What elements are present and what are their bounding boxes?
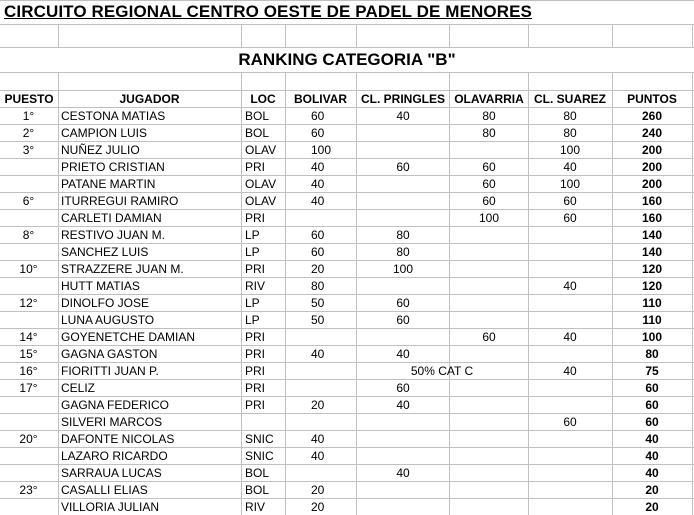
cell-loc[interactable]: PRI xyxy=(245,398,266,412)
cell-jugador[interactable]: CELIZ xyxy=(61,381,96,395)
cell-puesto[interactable]: 10° xyxy=(19,262,38,276)
cell-olavarria[interactable] xyxy=(449,448,529,464)
cell-suarez[interactable]: 80 xyxy=(563,109,577,123)
cell-puntos[interactable]: 240 xyxy=(641,126,663,140)
header-bolivar[interactable]: BOLIVAR xyxy=(293,92,348,106)
cell-suarez[interactable] xyxy=(528,465,612,481)
cell-puesto[interactable]: 6° xyxy=(22,194,35,208)
header-puesto[interactable]: PUESTO xyxy=(4,92,54,106)
cell-olavarria[interactable] xyxy=(449,414,529,430)
grid-col-line xyxy=(241,24,242,47)
cell-pringles[interactable]: 60 xyxy=(396,160,410,174)
cell-pringles[interactable]: 40 xyxy=(396,398,410,412)
watermark xyxy=(146,128,162,328)
cell-suarez[interactable] xyxy=(528,482,612,498)
grid-col-line xyxy=(692,72,693,515)
cell-loc[interactable]: OLAV xyxy=(245,177,277,191)
cell-puesto[interactable]: 14° xyxy=(19,330,38,344)
grid-row-line xyxy=(0,72,694,73)
cell-jugador[interactable]: CESTONA MATIAS xyxy=(61,109,166,123)
cell-bolivar[interactable] xyxy=(311,380,353,396)
cell-bolivar[interactable] xyxy=(311,414,353,430)
cell-olavarria[interactable] xyxy=(449,499,529,515)
cell-olavarria[interactable] xyxy=(449,431,529,447)
cell-pringles[interactable] xyxy=(356,448,450,464)
cell-loc[interactable]: PRI xyxy=(245,211,266,225)
cell-puesto[interactable] xyxy=(0,312,57,328)
cell-olavarria[interactable] xyxy=(449,227,529,243)
cell-puesto[interactable]: 16° xyxy=(19,364,38,378)
cell-jugador[interactable]: NUÑEZ JULIO xyxy=(61,143,140,157)
cell-puntos[interactable]: 260 xyxy=(641,109,663,123)
cell-suarez[interactable]: 40 xyxy=(563,160,577,174)
cell-bolivar[interactable]: 40 xyxy=(311,177,325,191)
cell-bolivar[interactable]: 60 xyxy=(311,228,325,242)
cell-loc[interactable]: PRI xyxy=(245,381,266,395)
cell-pringles[interactable]: 100 xyxy=(392,262,414,276)
cell-loc[interactable] xyxy=(245,414,285,430)
cell-puntos[interactable]: 75 xyxy=(645,364,659,378)
grid-col-line xyxy=(612,24,613,47)
cell-olavarria[interactable] xyxy=(449,244,529,260)
cell-bolivar[interactable]: 60 xyxy=(311,245,325,259)
cell-jugador[interactable]: FIORITTI JUAN P. xyxy=(61,364,159,378)
cell-olavarria[interactable] xyxy=(449,261,529,277)
cell-suarez[interactable] xyxy=(528,244,612,260)
cell-loc[interactable]: OLAV xyxy=(245,194,277,208)
cell-loc[interactable]: BOL xyxy=(245,466,270,480)
cell-puesto[interactable]: 1° xyxy=(22,109,35,123)
cell-suarez[interactable] xyxy=(528,448,612,464)
grid-row-line xyxy=(0,0,694,1)
cell-suarez[interactable] xyxy=(528,499,612,515)
cell-jugador[interactable]: SARRAUA LUCAS xyxy=(61,466,162,480)
cell-puntos[interactable]: 20 xyxy=(645,483,659,497)
cell-puntos[interactable]: 40 xyxy=(645,466,659,480)
cell-pringles[interactable] xyxy=(356,193,450,209)
cell-loc[interactable]: LP xyxy=(245,313,260,327)
cell-suarez[interactable] xyxy=(528,431,612,447)
cell-puesto[interactable]: 8° xyxy=(22,228,35,242)
cell-pringles[interactable]: 80 xyxy=(396,245,410,259)
cell-bolivar[interactable]: 50 xyxy=(311,313,325,327)
cell-jugador[interactable]: ITURREGUI RAMIRO xyxy=(61,194,179,208)
cell-jugador[interactable]: HUTT MATIAS xyxy=(61,279,140,293)
cell-bolivar[interactable]: 20 xyxy=(311,398,325,412)
cell-olavarria[interactable] xyxy=(449,346,529,362)
cell-puntos[interactable]: 80 xyxy=(645,347,659,361)
cell-pringles[interactable]: 80 xyxy=(396,228,410,242)
cell-jugador[interactable]: GOYENETCHE DAMIAN xyxy=(61,330,196,344)
cell-jugador[interactable]: GAGNA GASTON xyxy=(61,347,158,361)
cell-pringles[interactable] xyxy=(356,176,450,192)
cell-pringles[interactable]: 60 xyxy=(396,381,410,395)
cell-loc[interactable]: LP xyxy=(245,296,260,310)
grid-col-line xyxy=(528,24,529,47)
cell-puntos[interactable]: 60 xyxy=(645,381,659,395)
cell-pringles[interactable]: 60 xyxy=(396,313,410,327)
cell-puntos[interactable]: 20 xyxy=(645,500,659,514)
cell-suarez[interactable] xyxy=(528,380,612,396)
cell-loc[interactable]: SNIC xyxy=(245,449,274,463)
cell-loc[interactable]: SNIC xyxy=(245,432,274,446)
grid-col-line xyxy=(285,72,286,515)
cell-suarez[interactable]: 60 xyxy=(563,194,577,208)
cell-loc[interactable]: PRI xyxy=(245,160,266,174)
cell-suarez[interactable]: 100 xyxy=(559,143,581,157)
cell-suarez[interactable]: 80 xyxy=(563,126,577,140)
cell-loc[interactable]: BOL xyxy=(245,483,270,497)
cell-puesto[interactable] xyxy=(0,278,57,294)
cell-suarez[interactable] xyxy=(528,261,612,277)
cell-loc[interactable]: BOL xyxy=(245,126,270,140)
cell-olavarria[interactable] xyxy=(449,482,529,498)
cell-pringles[interactable]: 40 xyxy=(396,347,410,361)
cell-olavarria[interactable]: 80 xyxy=(482,126,496,140)
cell-loc[interactable]: PRI xyxy=(245,330,266,344)
cell-puesto[interactable]: 20° xyxy=(19,432,38,446)
cell-loc[interactable]: PRI xyxy=(245,347,266,361)
cell-puesto[interactable] xyxy=(0,448,57,464)
cell-loc[interactable]: PRI xyxy=(245,364,266,378)
cell-puesto[interactable] xyxy=(0,465,57,481)
cell-suarez[interactable]: 60 xyxy=(563,211,577,225)
cell-bolivar[interactable] xyxy=(311,465,353,481)
cell-puesto[interactable]: 23° xyxy=(19,483,38,497)
cell-puntos[interactable]: 40 xyxy=(645,432,659,446)
cell-puesto[interactable] xyxy=(0,397,57,413)
grid-col-line xyxy=(449,24,450,47)
cell-olavarria[interactable] xyxy=(449,295,529,311)
grid-row-line xyxy=(0,24,694,25)
cell-puesto[interactable] xyxy=(0,159,57,175)
cell-suarez[interactable]: 40 xyxy=(563,364,577,378)
cell-loc[interactable]: RIV xyxy=(245,279,266,293)
cell-bolivar[interactable]: 50 xyxy=(311,296,325,310)
cell-puntos[interactable]: 160 xyxy=(641,211,663,225)
cell-jugador[interactable]: DINOLFO JOSE xyxy=(61,296,150,310)
cell-jugador[interactable]: VILLORIA JULIAN xyxy=(61,500,160,514)
cell-puntos[interactable]: 140 xyxy=(641,245,663,259)
grid-col-line xyxy=(58,72,59,515)
cell-jugador[interactable]: STRAZZERE JUAN M. xyxy=(61,262,184,276)
cell-puntos[interactable]: 110 xyxy=(642,296,662,310)
cell-suarez[interactable]: 40 xyxy=(563,330,577,344)
cell-suarez[interactable] xyxy=(528,312,612,328)
cell-puntos[interactable]: 110 xyxy=(642,313,662,327)
cell-bolivar[interactable]: 20 xyxy=(311,262,325,276)
cell-bolivar[interactable] xyxy=(311,329,353,345)
cell-puntos[interactable]: 160 xyxy=(641,194,663,208)
cell-puntos[interactable]: 120 xyxy=(641,279,663,293)
header-pringles[interactable]: CL. PRINGLES xyxy=(360,92,445,106)
cell-note[interactable]: 50% CAT C xyxy=(410,364,474,378)
cell-suarez[interactable]: 100 xyxy=(559,177,581,191)
cell-olavarria[interactable]: 60 xyxy=(482,194,496,208)
cell-olavarria[interactable] xyxy=(449,397,529,413)
cell-loc[interactable]: LP xyxy=(245,228,260,242)
cell-puesto[interactable]: 17° xyxy=(19,381,38,395)
cell-olavarria[interactable] xyxy=(449,312,529,328)
grid-col-line xyxy=(58,24,59,47)
header-jugador[interactable]: JUGADOR xyxy=(119,92,180,106)
cell-pringles[interactable] xyxy=(356,482,450,498)
cell-jugador[interactable]: RESTIVO JUAN M. xyxy=(61,228,166,242)
cell-bolivar[interactable]: 80 xyxy=(311,279,325,293)
cell-puesto[interactable] xyxy=(0,414,57,430)
cell-pringles[interactable] xyxy=(356,414,450,430)
cell-puntos[interactable]: 120 xyxy=(641,262,663,276)
cell-olavarria[interactable]: 60 xyxy=(482,330,496,344)
cell-olavarria[interactable] xyxy=(449,278,529,294)
cell-puesto[interactable]: 3° xyxy=(22,143,35,157)
cell-loc[interactable]: PRI xyxy=(245,262,266,276)
cell-pringles[interactable]: 40 xyxy=(396,466,410,480)
grid-col-line xyxy=(285,24,286,47)
cell-puesto[interactable] xyxy=(0,499,57,515)
cell-bolivar[interactable]: 40 xyxy=(311,160,325,174)
cell-suarez[interactable] xyxy=(528,397,612,413)
cell-bolivar[interactable]: 60 xyxy=(311,109,325,123)
cell-bolivar[interactable]: 40 xyxy=(311,449,325,463)
cell-olavarria[interactable]: 60 xyxy=(482,160,496,174)
grid-col-line xyxy=(692,24,693,47)
cell-jugador[interactable]: PRIETO CRISTIAN xyxy=(61,160,165,174)
page-title: CIRCUITO REGIONAL CENTRO OESTE DE PADEL DE MENORES xyxy=(4,2,532,21)
cell-puntos[interactable]: 60 xyxy=(645,415,659,429)
cell-jugador[interactable]: CARLETI DAMIAN xyxy=(61,211,162,225)
cell-puntos[interactable]: 100 xyxy=(641,330,663,344)
cell-puesto[interactable] xyxy=(0,210,57,226)
grid-col-line xyxy=(356,24,357,47)
cell-puesto[interactable] xyxy=(0,244,57,260)
cell-loc[interactable]: OLAV xyxy=(245,143,277,157)
cell-bolivar[interactable]: 20 xyxy=(311,500,325,514)
cell-olavarria[interactable] xyxy=(449,465,529,481)
cell-pringles[interactable] xyxy=(356,125,450,141)
cell-jugador[interactable]: LAZARO RICARDO xyxy=(61,449,168,463)
cell-puesto[interactable]: 15° xyxy=(19,347,38,361)
page-subtitle: RANKING CATEGORIA "B" xyxy=(238,50,456,69)
cell-bolivar[interactable]: 20 xyxy=(311,483,325,497)
cell-puntos[interactable]: 200 xyxy=(641,143,663,157)
grid-col-line xyxy=(241,72,242,515)
cell-puesto[interactable]: 2° xyxy=(22,126,35,140)
cell-pringles[interactable]: 60 xyxy=(396,296,410,310)
cell-jugador[interactable]: CAMPION LUIS xyxy=(61,126,148,140)
cell-pringles[interactable] xyxy=(356,329,450,345)
cell-pringles[interactable]: 40 xyxy=(396,109,410,123)
cell-jugador[interactable]: GAGNA FEDERICO xyxy=(61,398,170,412)
cell-loc[interactable]: RIV xyxy=(245,500,266,514)
cell-olavarria[interactable]: 100 xyxy=(478,211,500,225)
cell-pringles[interactable] xyxy=(356,431,450,447)
cell-puntos[interactable]: 200 xyxy=(641,177,663,191)
header-suarez[interactable]: CL. SUAREZ xyxy=(534,92,606,106)
cell-bolivar[interactable]: 100 xyxy=(311,143,332,157)
cell-bolivar[interactable]: 40 xyxy=(311,432,325,446)
cell-olavarria[interactable] xyxy=(449,142,529,158)
cell-loc[interactable]: BOL xyxy=(245,109,270,123)
cell-bolivar[interactable]: 40 xyxy=(311,347,325,361)
cell-loc[interactable]: LP xyxy=(245,245,260,259)
cell-puntos[interactable]: 140 xyxy=(641,228,663,242)
header-puntos[interactable]: PUNTOS xyxy=(627,92,677,106)
cell-suarez[interactable] xyxy=(528,227,612,243)
cell-pringles[interactable] xyxy=(356,142,450,158)
cell-jugador[interactable]: SANCHEZ LUIS xyxy=(61,245,149,259)
cell-jugador[interactable]: CASALLI ELIAS xyxy=(61,483,148,497)
header-loc[interactable]: LOC xyxy=(250,92,276,106)
grid-row-line xyxy=(0,47,694,48)
cell-puesto[interactable] xyxy=(0,176,57,192)
cell-puntos[interactable]: 60 xyxy=(645,398,659,412)
cell-suarez[interactable]: 40 xyxy=(563,279,577,293)
cell-pringles[interactable] xyxy=(356,210,450,226)
cell-olavarria[interactable] xyxy=(449,380,529,396)
cell-olavarria[interactable]: 80 xyxy=(482,109,496,123)
cell-bolivar[interactable]: 40 xyxy=(311,194,325,208)
cell-olavarria[interactable]: 60 xyxy=(482,177,496,191)
cell-bolivar[interactable]: 60 xyxy=(311,126,325,140)
cell-jugador[interactable]: PATANE MARTIN xyxy=(61,177,156,191)
cell-puesto[interactable]: 12° xyxy=(19,296,38,310)
cell-suarez[interactable] xyxy=(528,295,612,311)
header-olavarria[interactable]: OLAVARRIA xyxy=(454,92,524,106)
cell-jugador[interactable]: DAFONTE NICOLAS xyxy=(61,432,175,446)
cell-bolivar[interactable] xyxy=(311,363,353,379)
cell-pringles[interactable] xyxy=(356,499,450,515)
cell-suarez[interactable]: 60 xyxy=(563,415,577,429)
cell-jugador[interactable]: LUNA AUGUSTO xyxy=(61,313,155,327)
cell-pringles[interactable] xyxy=(356,278,450,294)
cell-suarez[interactable] xyxy=(528,346,612,362)
cell-puntos[interactable]: 200 xyxy=(641,160,663,174)
cell-jugador[interactable]: SILVERI MARCOS xyxy=(61,415,163,429)
cell-bolivar[interactable] xyxy=(311,210,353,226)
cell-puntos[interactable]: 40 xyxy=(645,449,659,463)
